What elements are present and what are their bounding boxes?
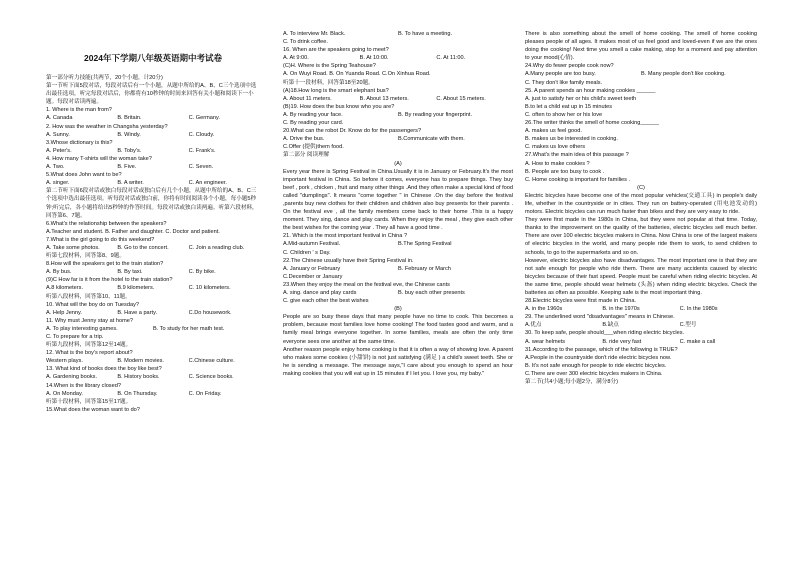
text-line: 16. When are the speakers going to meet? — [283, 47, 389, 54]
text-line: 5.What does John want to be? — [46, 172, 122, 179]
text-line: (C) — [637, 184, 645, 191]
option-text: B. At 10:00. — [359, 55, 389, 62]
option-text: C. In the 1980s — [679, 306, 718, 313]
option-row — [46, 114, 260, 122]
text-line: A. On Wuyi Road. B. On Yuanda Road. C.On Xinhua Road. — [283, 71, 431, 78]
option-text: B. ride very fast — [602, 338, 642, 345]
option-text: A. Canada — [46, 115, 73, 122]
option-text: C. Germany. — [188, 115, 220, 122]
text-line: 15.What does the woman want to do? — [46, 406, 140, 413]
option-row — [46, 357, 260, 365]
text-line: (B)19. How does the bus know who you are? — [283, 103, 395, 110]
text-line: 25. A parent spends an hour making cookies ______ — [525, 87, 656, 94]
text-line: 20.What can the robot Dr. Know do for the passengers? — [283, 128, 422, 135]
option-text: B. Many people don't like cooking. — [641, 71, 726, 78]
option-text: B. Windy. — [117, 131, 141, 138]
text-line: 31.According to the passage, which of the following is TRUE? — [525, 346, 678, 353]
text-line: C. Children ' s Day. — [283, 249, 331, 256]
option-text: B.9 kilometers. — [117, 285, 155, 292]
text-line: 27.What's the main idea of this passage ? — [525, 152, 629, 159]
option-text: A. Take some photos. — [46, 244, 100, 251]
column-left — [46, 74, 260, 414]
option-text: A. in the 1960s — [525, 306, 563, 313]
text-line: B. makes us be interested in cooking. — [525, 136, 618, 143]
text-line: C.Offer (提供)them food. — [283, 144, 344, 151]
option-row — [46, 309, 260, 317]
text-line: (9)C How far is it from the hotel to the train station? — [46, 277, 173, 284]
option-text: B. buy each other presents — [398, 290, 465, 296]
text-line: B. People are too busy to cook . — [525, 168, 605, 175]
option-text: C. About 15 meters. — [436, 95, 486, 102]
option-row — [283, 265, 513, 273]
text-line: A.Teacher and student. B. Father and daughter. C. Doctor and patient. — [46, 228, 220, 235]
text-line: 第二节(共4小题;每小题2分，满分8分) — [525, 379, 618, 386]
option-text: C. By bike. — [188, 269, 216, 276]
option-text: B.The Spring Festival — [398, 241, 452, 248]
option-text: B. in the 1970s — [602, 306, 640, 313]
option-text: A. wear helmets — [525, 338, 566, 345]
option-text: B. On Thursday. — [117, 390, 158, 397]
paragraph: 第一节听下面5段对话，每段对话后有一个小题，从题中所给的A、B、C三个选项中选出最佳选项，听完每段对话后，你都将有10秒钟的时间来回答有关小题和阅读下一小题。每段对话读两遍。 — [46, 83, 257, 106]
option-text: B. About 13 meters. — [359, 95, 409, 102]
option-text: B. Have a party. — [117, 309, 158, 316]
text-line: 21. Which is the most important festival in China ? — [283, 233, 408, 240]
option-text: A. singer. — [46, 180, 70, 187]
text-line: C. often to show her or his love — [525, 111, 603, 118]
text-line: 听第九段材料，回答第12至14题。 — [46, 342, 132, 349]
text-line: 听第十段材料，回答第15至17题。 — [46, 398, 132, 405]
option-text: Western plays. — [46, 358, 83, 365]
option-text: C. Seven. — [188, 164, 214, 171]
text-line: 10. What will the boy do on Tuesday? — [46, 301, 139, 308]
option-row — [46, 131, 260, 139]
option-text: A. To play interesting games. — [46, 325, 118, 332]
option-text: A. About 11 meters. — [283, 95, 332, 102]
text-line: (A) — [394, 160, 402, 167]
option-text: B. History books. — [117, 374, 160, 381]
text-line: 28.Electric bicycles were first made in China. — [525, 298, 636, 305]
option-text: A. January or February — [283, 265, 341, 272]
option-row — [283, 30, 513, 38]
text-line: C.December or January — [283, 273, 343, 280]
option-text: B. To study for her math test. — [153, 325, 225, 332]
option-row — [525, 70, 757, 78]
option-text: B. Modern movies. — [117, 358, 164, 365]
option-row — [525, 321, 757, 329]
text-line: 23.When they enjoy the meal on the festival eve, the Chinese cants — [283, 281, 450, 288]
exam-title: 2024年下学期八年级英语期中考试卷 — [84, 53, 222, 63]
option-text: A. Sunny. — [46, 131, 70, 138]
option-row — [46, 373, 260, 381]
text-line: 22.The Chinese usually have their Spring Festival in. — [283, 257, 414, 264]
option-text: B. February or March — [398, 265, 451, 272]
text-line: 24.Why do fewer people cook now? — [525, 63, 614, 70]
text-line: C.There are over 300 electric bicycles makers in China. — [525, 370, 663, 377]
text-line: 11. Why must Jenny stay at home? — [46, 317, 133, 324]
option-text: B. A writer. — [117, 180, 144, 187]
text-line: B. It's not safe enough for people to ride electric bicycles. — [525, 362, 667, 369]
option-text: A. Drive the bus. — [283, 136, 325, 143]
text-line: (C)H. Where is the Spring Teahouse? — [283, 63, 376, 70]
text-line: 7.What is the girl going to do this weekend? — [46, 236, 155, 243]
text-line: A. makes us feel good. — [525, 128, 582, 135]
option-row — [283, 135, 513, 143]
option-text: A.优点 — [525, 322, 542, 329]
text-line: A. just to satisfy her or his child's sweet teeth — [525, 95, 637, 102]
option-text: C. Science books. — [188, 374, 234, 381]
option-text: B. Britain. — [117, 115, 142, 122]
option-row — [283, 95, 513, 103]
option-text: C. make a call — [679, 338, 716, 345]
option-row — [525, 305, 757, 313]
column-right — [525, 30, 757, 386]
option-text: C. At 11:00. — [436, 55, 466, 62]
option-text: B.缺点 — [602, 322, 619, 329]
option-text: A.8 kilometers. — [46, 285, 83, 292]
paragraph: Another reason people enjoy home cooking is that it is often a way of showing love. A parent who makes some cookies (小甜饼) is not just satisfying (满足 ) a child's sweet teeth. She or he is sending a message. The message says,"I care about you enough to spend an hour making cookies that you will eat up in 15 minutes if I let you. I love you, my baby." — [283, 346, 513, 377]
text-line: 29. The underlined word "disadvantages" means in Chinese. — [525, 314, 675, 321]
option-text: B. Go to the concert. — [117, 244, 169, 251]
text-line: C. give each other the best wishes — [283, 298, 369, 305]
text-line: 6.What's the relationship between the speakers? — [46, 220, 167, 227]
option-row — [46, 147, 260, 155]
option-text: A.Mid-autumn Festival. — [283, 241, 341, 248]
option-text: B. To have a meeting. — [398, 31, 453, 37]
option-row — [283, 240, 513, 248]
text-line: 听第十一段材料，回答第18至20题。 — [283, 79, 374, 86]
option-text: B. Five. — [117, 164, 137, 171]
option-text: C. Frank's. — [188, 147, 216, 154]
option-text: C. Join a reading club. — [188, 244, 245, 251]
option-row — [46, 163, 260, 171]
paragraph: People are so busy these days that many people have no time to cook. This becomes a problem, because most families love home cooking! The food tastes good and warm, and a family meal brings everyone together. In some families, meals are often the only time everyone sees one another at the same time. — [283, 314, 513, 345]
text-line: 14.When is the library closed? — [46, 382, 121, 389]
paragraph: There is also something about the smell of home cooking. The smell of home cooking pleases people of all ages. It makes most of us feel good and loved-even if we are the ones doing the cooking! Next time you smell a cake making, stop for a moment and pay attention to your mood(心情). — [525, 31, 757, 62]
option-text: A. Two. — [46, 164, 65, 171]
text-line: (B) — [394, 306, 402, 313]
paragraph: However, electric bicycles also have disadvantages. The most important one is that they are not safe enough for people who ride them. There are many accidents caused by electric bicycles because of their fast speed. People must be careful when riding electric bicycles. At the same time, people should wear helmets (头盔) when riding electric bicycles. Check the batteries as often as possible. Keeping safe is the most important thing. — [525, 257, 757, 296]
text-line: 8.How will the speakers get to the train station? — [46, 261, 164, 268]
text-line: 听第八段材料，回答第10、11题。 — [46, 293, 131, 300]
paragraph: Electric bicycles have become one of the most popular vehicles(交通工具) in people's daily life, whether in the countryside or in cities. They run on battery-operated (用电池发动的) motors. Electric bicycles can run much faster than bikes and they are very easy to ride. — [525, 192, 757, 216]
option-text: B. By reading your fingerprint. — [398, 111, 472, 118]
paragraph: They were first made in the 1980s in China, but they were not popular at that time. Today, thanks to the improvement on the quality of the batteries, electric bicycles sell much better. There are over 100 electric bicycles makers in China. Now China is one of the largest makers of electric bicycles in the world, and many people ride them to work, to send children to schools, to go to the supermarkets and so on. — [525, 217, 757, 256]
option-text: C. Cloudy. — [188, 131, 215, 138]
option-text: A. Gardening books. — [46, 374, 97, 381]
paragraph: Every year there is Spring Festival in China.Usually it is in January or February.It's the most important festival in China. So before it comes, everyone has to prepare things. They buy beef , pork , chicken , fruit and many other things .And they often make a special kind of food called "dumplings". It means "come together " in Chinese .On the day before the festival ,parents buy new clothes for their children and children also buy presents for their parents . On the festival eve , all the family members come back to their home .This is a happy moment. They sing, dance and play cards. When they enjoy the meal , they give each other the best wishes for the coming year . They all have a good time . — [283, 168, 513, 232]
column-middle — [283, 30, 513, 378]
text-line: 2. How was the weather in Changsha yesterday? — [46, 123, 168, 130]
option-row — [283, 54, 513, 62]
text-line: 第一部分听力技能(共两节，20个小题，计20分) — [46, 75, 163, 81]
text-line: (A)18.How long is the smart elephant bus? — [283, 87, 389, 94]
text-line: A.People in the countryside don't ride electric bicycles now. — [525, 354, 672, 361]
option-row — [46, 179, 260, 187]
text-line: C. They don't like family meals. — [525, 79, 603, 86]
text-line: C. Home cooking is important for families . — [525, 176, 631, 183]
option-text: C.型号 — [679, 322, 697, 329]
option-text: C.Chinese culture. — [188, 358, 235, 365]
text-line: 13. What kind of books does the boy like best? — [46, 366, 162, 373]
text-line: C. To prepare for a trip. — [46, 334, 104, 340]
text-line: 12. What is the boy's report about? — [46, 350, 133, 357]
option-text: A. At 9:00. — [283, 55, 309, 62]
text-line: 26.The writer thinks the smell of home cooking______ — [525, 120, 660, 127]
text-line: 3.Whose dictionary is this? — [46, 139, 113, 146]
option-text: A. By reading your face. — [283, 111, 343, 118]
option-row — [283, 111, 513, 119]
option-row — [46, 244, 260, 252]
option-text: A.Many people are too busy. — [525, 71, 596, 78]
text-line: B.to let a child eat up in 15 minutes — [525, 103, 613, 110]
paragraph: 第二节听下面6段对话或独白每段对话或独白后有几个小题，从题中所给的A、B、C三个选项中选出最佳选项。听每段对话或独白前，你将有时间阅读各个小题，每小题5秒钟;听完后，各小题将给出5秒钟的作答时间。每段对话或独白读两遍。听第六段材料，回答第6、7题。 — [46, 188, 258, 219]
option-text: C. An engineer. — [188, 180, 227, 187]
option-row — [46, 325, 260, 333]
option-text: A. On Monday. — [46, 390, 83, 397]
option-text: A. Help Jenny. — [46, 309, 82, 316]
option-row — [46, 284, 260, 292]
option-text: B.Communicate with them. — [398, 136, 465, 143]
option-row — [283, 289, 513, 297]
text-line: 听第七段材料，回答第8、9题。 — [46, 253, 125, 260]
text-line: 30. To keep safe, people should___when riding electric bicycles. — [525, 330, 685, 337]
option-row — [46, 390, 260, 398]
text-line: 4. How many T-shirts will the woman take? — [46, 155, 152, 162]
option-text: C. 10 kilometers. — [188, 285, 231, 292]
option-text: A. To interview Mr. Black. — [283, 31, 346, 37]
option-text: C.Do housework. — [188, 309, 232, 316]
option-text: A. Peter's. — [46, 147, 72, 154]
option-row — [525, 338, 757, 346]
option-text: C. On Friday. — [188, 390, 222, 397]
text-line: C. makes us love others — [525, 144, 586, 151]
text-line: C. To drink coffee. — [283, 39, 328, 46]
text-line: 第二部分 阅读理解 — [283, 152, 330, 159]
option-text: B. Toby's. — [117, 147, 142, 154]
text-line: C. By reading your card. — [283, 120, 344, 127]
text-line: 1. Where is the man from? — [46, 107, 112, 114]
option-text: A. By bus. — [46, 269, 72, 276]
option-text: A. sing. dance and play cards — [283, 290, 357, 296]
option-text: B. By taxi. — [117, 269, 143, 276]
option-row — [46, 268, 260, 276]
text-line: A. How to make cookies ? — [525, 160, 590, 167]
